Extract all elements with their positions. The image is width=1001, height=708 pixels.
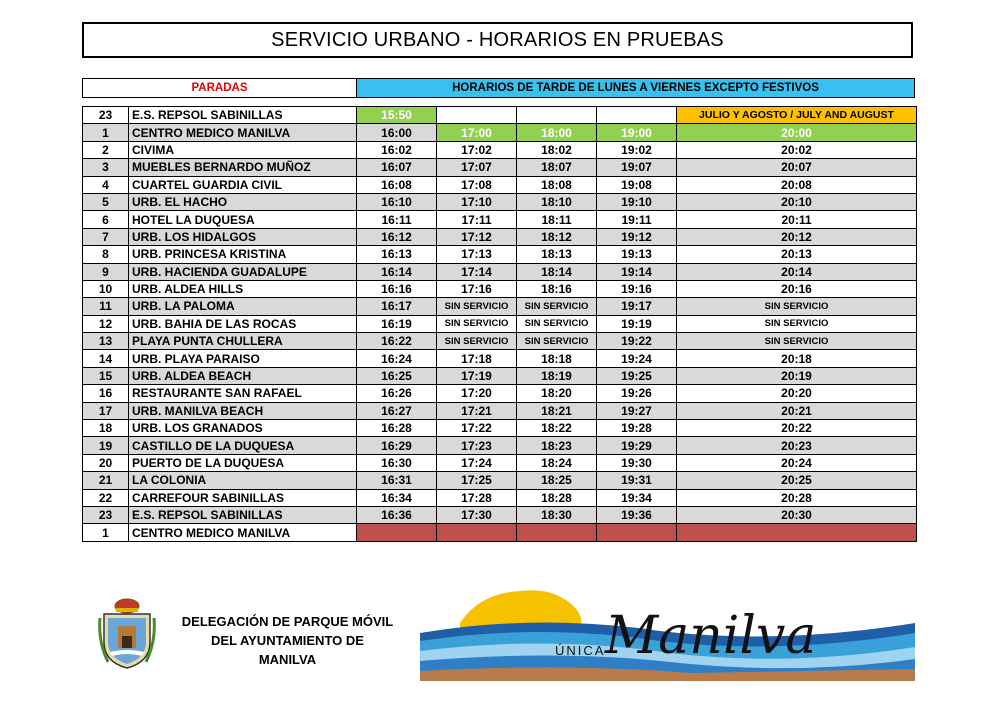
stop-name: CIVIMA [129,141,357,158]
departure-time: 18:22 [517,420,597,437]
stop-name: URB. ALDEA BEACH [129,367,357,384]
schedule-body [83,107,917,542]
schedule-header: HORARIOS DE TARDE DE LUNES A VIERNES EXCEPTO FESTIVOS [357,79,914,97]
end-of-service-cell [597,524,677,541]
stop-number: 10 [83,280,129,297]
departure-time: 19:34 [597,489,677,506]
departure-time: 20:14 [677,263,917,280]
table-row [83,472,917,489]
departure-time: 18:10 [517,193,597,210]
footer-line-3: MANILVA [258,652,317,667]
departure-time: 19:07 [597,159,677,176]
departure-time: 18:25 [517,472,597,489]
table-row [83,367,917,384]
stop-name: RESTAURANTE SAN RAFAEL [129,385,357,402]
departure-time: SIN SERVICIO [677,298,917,315]
departure-time: 16:02 [357,141,437,158]
departure-time: 20:24 [677,454,917,471]
stop-number: 12 [83,315,129,332]
departure-time: 16:26 [357,385,437,402]
table-row [83,107,917,124]
departure-time: 17:22 [437,420,517,437]
departure-time: 18:14 [517,263,597,280]
stop-number: 9 [83,263,129,280]
stop-number: 3 [83,159,129,176]
stop-number: 2 [83,141,129,158]
departure-time: 18:02 [517,141,597,158]
departure-time: 16:13 [357,246,437,263]
departure-time: SIN SERVICIO [517,333,597,350]
departure-time: 19:31 [597,472,677,489]
departure-time: 17:24 [437,454,517,471]
stop-number: 23 [83,107,129,124]
stop-number: 11 [83,298,129,315]
table-row [83,385,917,402]
footer-line-1: DELEGACIÓN DE PARQUE MÓVIL [181,614,394,629]
departure-time: 17:30 [437,506,517,523]
stops-header: PARADAS [83,79,357,97]
departure-time: 16:29 [357,437,437,454]
table-row [83,246,917,263]
stop-name: URB. MANILVA BEACH [129,402,357,419]
departure-time: 16:07 [357,159,437,176]
departure-time: 19:24 [597,350,677,367]
departure-time: 16:25 [357,367,437,384]
departure-time: 19:30 [597,454,677,471]
departure-time: 16:16 [357,280,437,297]
departure-time: 16:08 [357,176,437,193]
table-row [83,280,917,297]
stop-name: E.S. REPSOL SABINILLAS [129,107,357,124]
departure-time: 17:25 [437,472,517,489]
departure-time: 20:21 [677,402,917,419]
stop-number: 5 [83,193,129,210]
stop-name: URB. PRINCESA KRISTINA [129,246,357,263]
stop-name: URB. PLAYA PARAISO [129,350,357,367]
stop-number: 23 [83,506,129,523]
table-row [83,193,917,210]
stop-number: 13 [83,333,129,350]
departure-time: 19:12 [597,228,677,245]
departure-time: 18:07 [517,159,597,176]
empty-cell [437,107,517,124]
departure-time: 17:21 [437,402,517,419]
departure-time: 16:10 [357,193,437,210]
departure-time: 16:19 [357,315,437,332]
departure-time: 17:13 [437,246,517,263]
departure-time: SIN SERVICIO [677,333,917,350]
stop-name: URB. HACIENDA GUADALUPE [129,263,357,280]
stop-number: 18 [83,420,129,437]
stop-name: MUEBLES BERNARDO MUÑOZ [129,159,357,176]
departure-time: 19:25 [597,367,677,384]
stop-name: URB. ALDEA HILLS [129,280,357,297]
stop-number: 1 [83,124,129,141]
stop-number: 1 [83,524,129,541]
stop-name: CENTRO MEDICO MANILVA [129,524,357,541]
end-of-service-cell [357,524,437,541]
stop-number: 16 [83,385,129,402]
table-row [83,315,917,332]
departure-time: 19:27 [597,402,677,419]
departure-time: 19:11 [597,211,677,228]
departure-time: 20:28 [677,489,917,506]
departure-time: 19:26 [597,385,677,402]
departure-time: 17:28 [437,489,517,506]
departure-time: 16:30 [357,454,437,471]
stop-number: 8 [83,246,129,263]
departure-time: 16:34 [357,489,437,506]
departure-time: 17:10 [437,193,517,210]
table-row [83,228,917,245]
stop-name: E.S. REPSOL SABINILLAS [129,506,357,523]
stop-number: 14 [83,350,129,367]
departure-time: 19:02 [597,141,677,158]
departure-time: 20:30 [677,506,917,523]
departure-time: SIN SERVICIO [677,315,917,332]
title-text: SERVICIO URBANO - HORARIOS EN PRUEBAS [271,28,724,51]
departure-time: 19:17 [597,298,677,315]
departure-time: 19:14 [597,263,677,280]
departure-time: 17:20 [437,385,517,402]
departure-time: SIN SERVICIO [517,315,597,332]
stop-name: URB. LOS GRANADOS [129,420,357,437]
stop-number: 15 [83,367,129,384]
departure-time: 17:12 [437,228,517,245]
table-row [83,298,917,315]
departure-time: 16:31 [357,472,437,489]
stop-number: 6 [83,211,129,228]
departure-time: 16:00 [357,124,437,141]
departure-time: 18:23 [517,437,597,454]
departure-time: 16:14 [357,263,437,280]
departure-time: 20:07 [677,159,917,176]
table-row [83,402,917,419]
departure-time: 20:23 [677,437,917,454]
table-row [83,506,917,523]
departure-time: 18:28 [517,489,597,506]
table-row [83,211,917,228]
departure-time: 17:07 [437,159,517,176]
departure-time: 17:16 [437,280,517,297]
departure-time: 17:00 [437,124,517,141]
table-row [83,141,917,158]
table-row [83,524,917,541]
departure-time: 20:16 [677,280,917,297]
table-row [83,489,917,506]
departure-time: SIN SERVICIO [437,298,517,315]
departure-time: 20:19 [677,367,917,384]
departure-time: 20:25 [677,472,917,489]
departure-time: 20:02 [677,141,917,158]
departure-time: SIN SERVICIO [437,315,517,332]
departure-time: 17:18 [437,350,517,367]
departure-time: 19:19 [597,315,677,332]
stop-name: URB. EL HACHO [129,193,357,210]
empty-cell [597,107,677,124]
stop-name: CENTRO MEDICO MANILVA [129,124,357,141]
departure-time: 18:08 [517,176,597,193]
departure-time: 19:10 [597,193,677,210]
stop-name: URB. BAHIA DE LAS ROCAS [129,315,357,332]
stop-number: 22 [83,489,129,506]
stop-name: URB. LOS HIDALGOS [129,228,357,245]
departure-time: 18:11 [517,211,597,228]
departure-time: 16:24 [357,350,437,367]
departure-time: 18:00 [517,124,597,141]
departure-time: 17:11 [437,211,517,228]
departure-time: SIN SERVICIO [517,298,597,315]
departure-time: 18:16 [517,280,597,297]
departure-time: 19:08 [597,176,677,193]
stop-number: 19 [83,437,129,454]
table-header [82,78,915,98]
empty-cell [517,107,597,124]
departure-time: 19:22 [597,333,677,350]
table-row [83,437,917,454]
departure-time: 19:16 [597,280,677,297]
departure-time: 18:20 [517,385,597,402]
stop-number: 21 [83,472,129,489]
schedule-table [82,106,917,542]
departure-time: 17:02 [437,141,517,158]
departure-time: 20:13 [677,246,917,263]
stop-number: 20 [83,454,129,471]
logo-big-text: Manilva [605,606,817,666]
first-departure-time: 15:50 [357,107,437,124]
table-row [83,350,917,367]
departure-time: 17:23 [437,437,517,454]
stop-number: 17 [83,402,129,419]
departure-time: 16:11 [357,211,437,228]
manilva-crest-logo [98,596,156,670]
end-of-service-cell [437,524,517,541]
departure-time: 20:00 [677,124,917,141]
departure-time: 20:18 [677,350,917,367]
unica-manilva-logo [420,573,915,681]
departure-time: 16:12 [357,228,437,245]
footer-line-2: DEL AYUNTAMIENTO DE [211,633,364,648]
departure-time: 16:36 [357,506,437,523]
departure-time: 20:10 [677,193,917,210]
departure-time: 16:27 [357,402,437,419]
departure-time: 17:08 [437,176,517,193]
departure-time: 19:36 [597,506,677,523]
departure-time: 20:08 [677,176,917,193]
summer-label: JULIO Y AGOSTO / JULY AND AUGUST [677,107,917,124]
stop-number: 4 [83,176,129,193]
table-row [83,420,917,437]
stop-name: CUARTEL GUARDIA CIVIL [129,176,357,193]
table-row [83,176,917,193]
stop-name: LA COLONIA [129,472,357,489]
stop-name: CARREFOUR SABINILLAS [129,489,357,506]
stop-name: HOTEL LA DUQUESA [129,211,357,228]
departure-time: 18:30 [517,506,597,523]
departure-time: 19:13 [597,246,677,263]
departure-time: 20:22 [677,420,917,437]
departure-time: 18:13 [517,246,597,263]
departure-time: 18:24 [517,454,597,471]
table-row [83,263,917,280]
stop-name: CASTILLO DE LA DUQUESA [129,437,357,454]
departure-time: 18:19 [517,367,597,384]
departure-time: 17:19 [437,367,517,384]
end-of-service-cell [677,524,917,541]
table-row [83,333,917,350]
stop-name: PLAYA PUNTA CHULLERA [129,333,357,350]
departure-time: 17:14 [437,263,517,280]
departure-time: 18:21 [517,402,597,419]
departure-time: 18:18 [517,350,597,367]
logo-small-text: ÚNICA [555,643,606,658]
departure-time: 16:28 [357,420,437,437]
footer-department [165,612,410,669]
departure-time: 20:12 [677,228,917,245]
table-row [83,159,917,176]
stop-name: PUERTO DE LA DUQUESA [129,454,357,471]
table-row [83,124,917,141]
end-of-service-cell [517,524,597,541]
departure-time: 18:12 [517,228,597,245]
page-title [82,22,913,58]
departure-time: 20:11 [677,211,917,228]
departure-time: 19:00 [597,124,677,141]
departure-time: 19:28 [597,420,677,437]
departure-time: 16:22 [357,333,437,350]
departure-time: 16:17 [357,298,437,315]
stop-name: URB. LA PALOMA [129,298,357,315]
departure-time: 19:29 [597,437,677,454]
table-row [83,454,917,471]
departure-time: 20:20 [677,385,917,402]
stop-number: 7 [83,228,129,245]
departure-time: SIN SERVICIO [437,333,517,350]
